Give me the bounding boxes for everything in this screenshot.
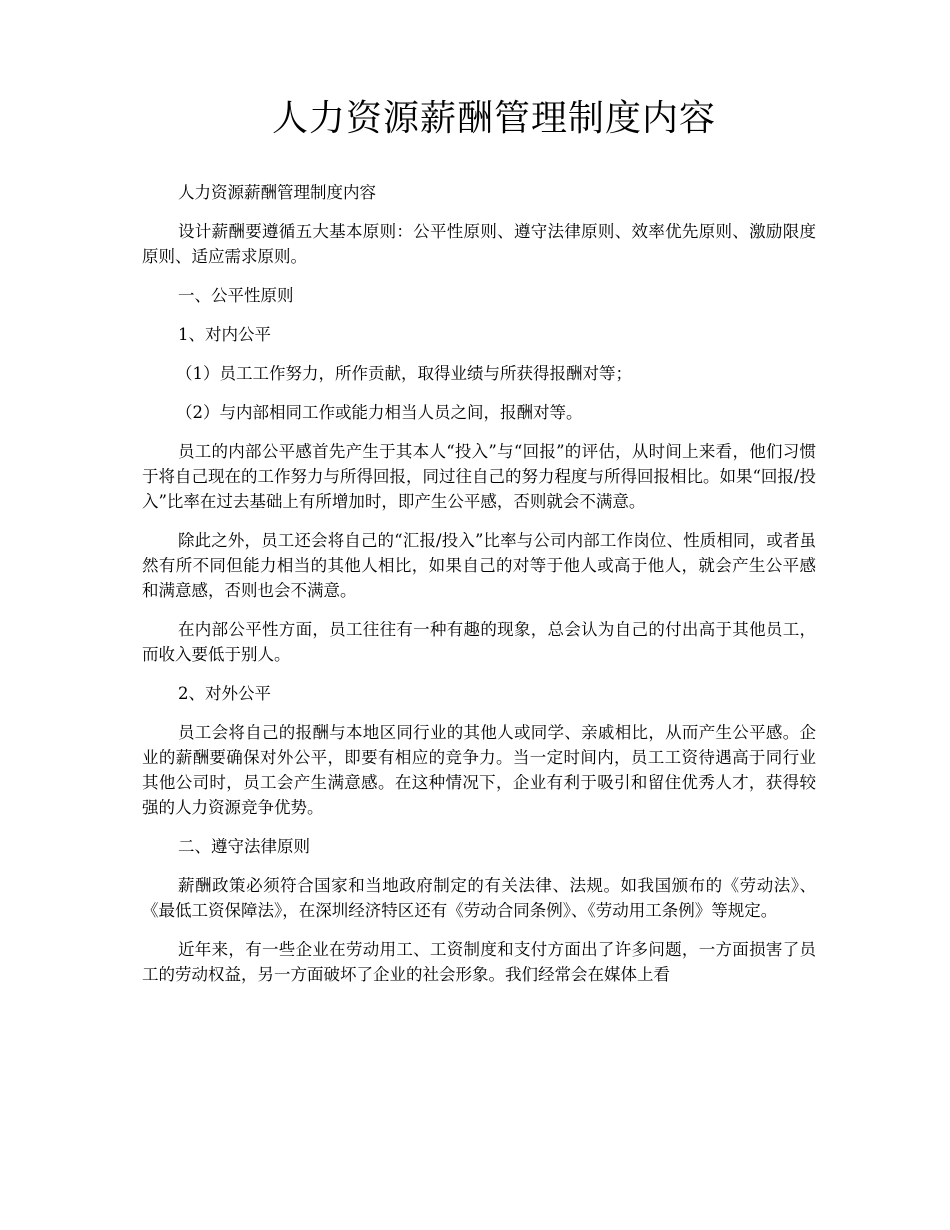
heading-fairness-principle: 一、公平性原则 bbox=[178, 286, 294, 305]
paragraph-subtitle: 人力资源薪酬管理制度内容 bbox=[178, 183, 376, 202]
list-item-internal-2: （2）与内部相同工作或能力相当人员之间，报酬对等。 bbox=[176, 403, 583, 422]
heading-external-fairness: 2、对外公平 bbox=[178, 684, 271, 703]
heading-internal-fairness: 1、对内公平 bbox=[178, 325, 271, 344]
list-item-internal-1: （1）员工工作努力，所作贡献，取得业绩与所获得报酬对等； bbox=[176, 364, 632, 383]
document-body bbox=[142, 180, 816, 1001]
paragraph-internal-fairness-3: 在内部公平性方面，员工往往有一种有趣的现象，总会认为自己的付出高于其他员工，而收入要低于别人。 bbox=[142, 620, 816, 664]
heading-legal-principle: 二、遵守法律原则 bbox=[178, 837, 310, 856]
document-title: 人力资源薪酬管理制度内容 bbox=[271, 98, 716, 139]
paragraph-legal-2: 近年来，有一些企业在劳动用工、工资制度和支付方面出了许多问题，一方面损害了员工的劳动权益，另一方面破坏了企业的社会形象。我们经常会在媒体上看 bbox=[142, 940, 816, 984]
paragraph-principles-intro: 设计薪酬要遵循五大基本原则：公平性原则、遵守法律原则、效率优先原则、激励限度原则、适应需求原则。 bbox=[142, 222, 816, 266]
paragraph-external-fairness: 员工会将自己的报酬与本地区同行业的其他人或同学、亲戚相比，从而产生公平感。企业的薪酬要确保对外公平，即要有相应的竞争力。当一定时间内，员工工资待遇高于同行业其他公司时，员工会产生满意感。在这种情况下，企业有利于吸引和留住优秀人才，获得较强的人力资源竞争优势。 bbox=[142, 723, 816, 817]
paragraph-legal-1: 薪酬政策必须符合国家和当地政府制定的有关法律、法规。如我国颁布的《劳动法》、《最低工资保障法》，在深圳经济特区还有《劳动合同条例》、《劳动用工条例》等规定。 bbox=[142, 876, 816, 920]
paragraph-internal-fairness-2: 除此之外，员工还会将自己的“汇报/投入”比率与公司内部工作岗位、性质相同，或者虽然有所不同但能力相当的其他人相比，如果自己的对等于他人或高于他人，就会产生公平感和满意感，否则也会不满意。 bbox=[142, 531, 816, 600]
paragraph-internal-fairness-1: 员工的内部公平感首先产生于其本人“投入”与“回报”的评估，从时间上来看，他们习惯于将自己现在的工作努力与所得回报，同过往自己的努力程度与所得回报相比。如果“回报/投入”比率在过去基础上有所增加时，即产生公平感，否则就会不满意。 bbox=[142, 442, 816, 511]
